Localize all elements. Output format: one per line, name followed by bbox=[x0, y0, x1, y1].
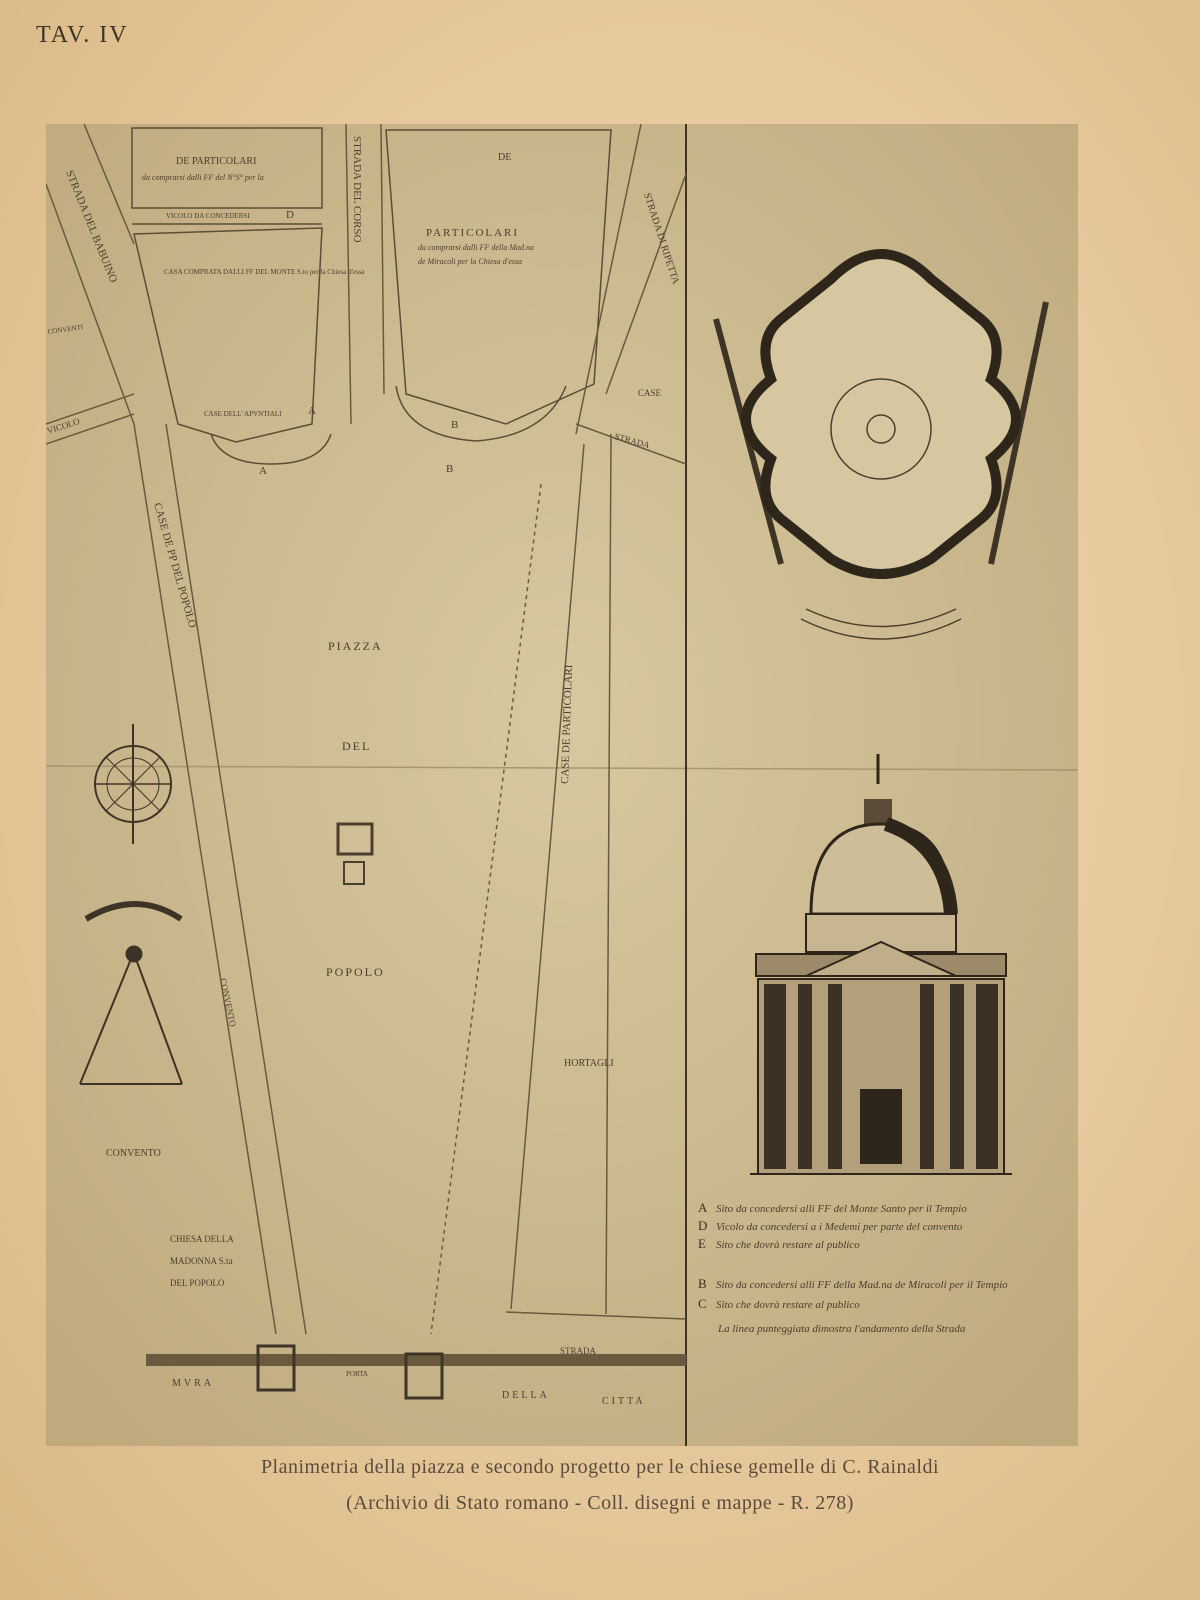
label-mura: MVRA bbox=[172, 1378, 215, 1389]
plan-drawing bbox=[46, 124, 1078, 1446]
legend-key-c: C bbox=[698, 1296, 707, 1311]
label-case-particolari: CASE DE PARTICOLARI bbox=[559, 664, 576, 785]
label-hortagli: HORTAGLI bbox=[564, 1058, 614, 1069]
label-piazza: PIAZZA bbox=[328, 639, 383, 653]
label-chiesa-line3: DEL POPOLO bbox=[170, 1278, 225, 1288]
label-della: DELLA bbox=[502, 1390, 550, 1401]
label-b-lower: B bbox=[446, 463, 454, 475]
legend-text-c: Sito che dovrà restare al publico bbox=[716, 1299, 860, 1311]
legend-key-a: A bbox=[698, 1200, 708, 1215]
legend-text-e: Sito che dovrà restare al publico bbox=[716, 1239, 860, 1251]
church-door bbox=[860, 1089, 902, 1164]
legend-text-b: Sito da concedersi alli FF della Mad.na de Miracoli per il Tempio bbox=[716, 1279, 1008, 1291]
label-convento-vertical: CONVENTO bbox=[218, 977, 239, 1028]
label-strada-corso: STRADA DEL CORSO bbox=[351, 136, 363, 243]
plate-label: TAV. IV bbox=[36, 22, 129, 48]
label-conventi: CONVENTI bbox=[47, 323, 84, 336]
label-chiesa-line1: CHIESA DELLA bbox=[170, 1234, 234, 1244]
label-de: DE bbox=[498, 152, 512, 163]
label-case: CASE bbox=[638, 388, 662, 398]
label-case-popolo: CASE DE PP DEL POPOLO bbox=[151, 501, 199, 630]
label-a-upper: A bbox=[308, 405, 316, 417]
label-popolo: POPOLO bbox=[326, 965, 385, 979]
legend-text-dotted: La linea punteggiata dimostra l'andamento della Strada bbox=[718, 1323, 966, 1335]
label-particolari-mid: PARTICOLARI bbox=[426, 227, 520, 239]
label-strada-right: STRADA bbox=[613, 431, 651, 451]
label-chiesa-line2: MADONNA S.ta bbox=[170, 1256, 233, 1266]
legend-key-d: D bbox=[698, 1218, 708, 1233]
label-strada-bottom: STRADA bbox=[560, 1346, 597, 1356]
label-strada-ripetta: STRADA DI RIPETTA bbox=[641, 191, 682, 286]
label-vicolo-concedersi: VICOLO DA CONCEDERSI bbox=[166, 212, 250, 220]
label-citta: CITTA bbox=[602, 1396, 646, 1407]
caption-title: Planimetria della piazza e secondo progetto per le chiese gemelle di C. Rainaldi bbox=[260, 1456, 940, 1478]
label-d: D bbox=[286, 209, 294, 221]
label-particolari-mid-note2: de Miracoli per la Chiesa d'essa bbox=[418, 257, 523, 266]
legend-text-d: Vicolo da concedersi a i Medemi per parte del convento bbox=[716, 1221, 963, 1233]
plate-image bbox=[46, 124, 1078, 1446]
caption-source: (Archivio di Stato romano - Coll. disegni e mappe - R. 278) bbox=[346, 1492, 854, 1514]
legend-key-e: E bbox=[698, 1236, 706, 1251]
label-a-lower: A bbox=[259, 465, 267, 477]
label-porta: PORTA bbox=[346, 1370, 368, 1378]
label-del: DEL bbox=[342, 739, 372, 753]
label-particolari-top-note: da comprarsi dalli FF del N°S° per la bbox=[142, 173, 264, 182]
legend-key-b: B bbox=[698, 1276, 707, 1291]
label-vicolo: VICOLO bbox=[46, 415, 81, 436]
label-convento: CONVENTO bbox=[106, 1148, 161, 1159]
label-strada-babuino: STRADA DEL BABUINO bbox=[63, 168, 120, 285]
label-b-upper: B bbox=[451, 419, 459, 431]
label-particolari-top: DE PARTICOLARI bbox=[176, 156, 257, 167]
label-case-apvntiali: CASE DELL' APVNTIALI bbox=[204, 410, 282, 418]
label-casa-comprata: CASA COMPRATA DALLI FF DEL MONTE S.to per la Chiesa d'essa bbox=[164, 268, 365, 276]
legend-text-a: Sito da concedersi alli FF del Monte Santo per il Tempio bbox=[716, 1203, 967, 1215]
label-particolari-mid-note1: da comprarsi dalli FF della Mad.na bbox=[418, 243, 534, 252]
